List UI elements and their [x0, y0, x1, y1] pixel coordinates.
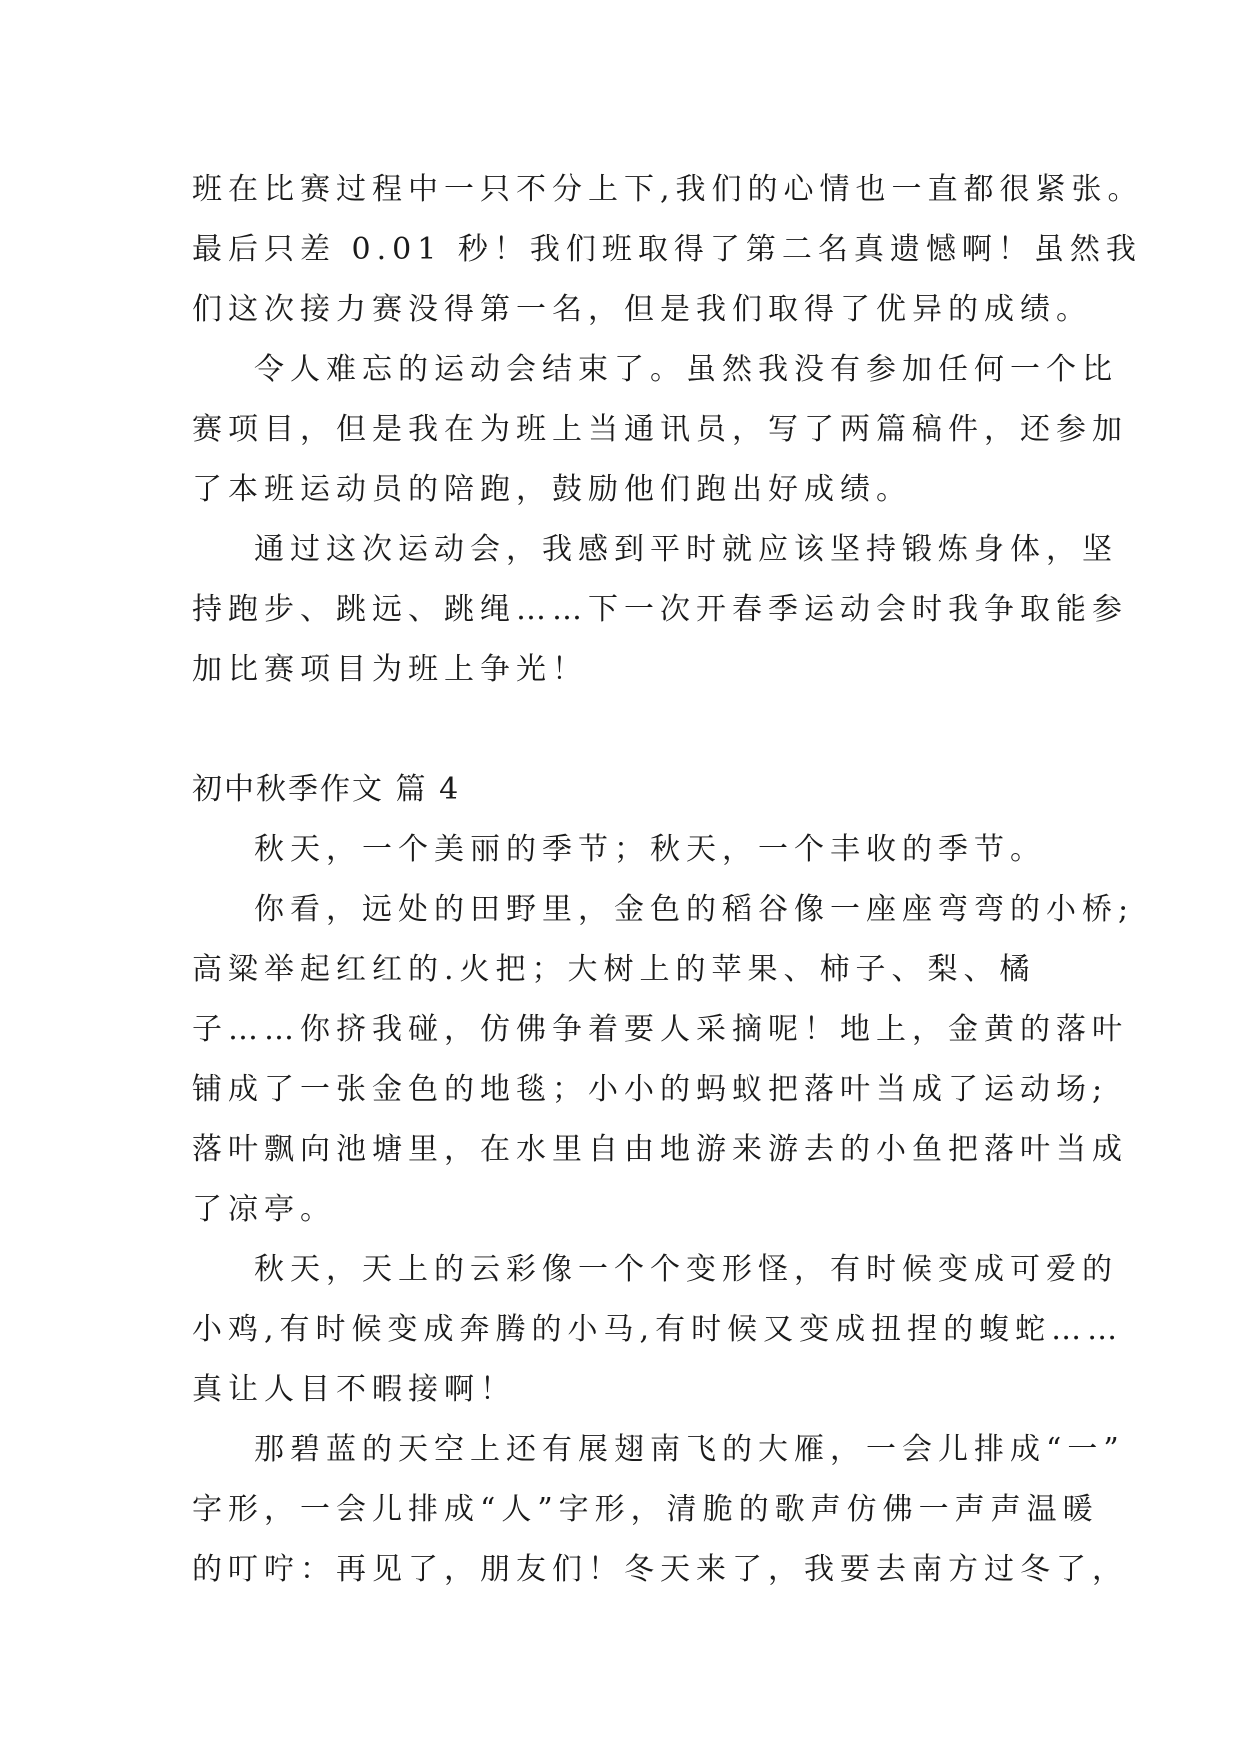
paragraph-line: 的叮咛：再见了，朋友们！冬天来了，我要去南方过冬了，: [192, 1552, 1128, 1587]
paragraph-line: 那碧蓝的天空上还有展翅南飞的大雁，一会儿排成“一”: [254, 1432, 1125, 1467]
paragraph-line: 通过这次运动会，我感到平时就应该坚持锻炼身体，坚: [254, 532, 1118, 567]
paragraph-line: 令人难忘的运动会结束了。虽然我没有参加任何一个比: [254, 352, 1118, 387]
paragraph-line: 最后只差 0.01 秒！我们班取得了第二名真遗憾啊！虽然我: [192, 232, 1142, 267]
paragraph-line: 班在比赛过程中一只不分上下,我们的心情也一直都很紧张。: [192, 172, 1144, 207]
paragraph-line: 落叶飘向池塘里，在水里自由地游来游去的小鱼把落叶当成: [192, 1132, 1128, 1167]
paragraph-line: 字形，一会儿排成“人”字形，清脆的歌声仿佛一声声温暖: [192, 1492, 1099, 1527]
paragraph-line: 秋天，一个美丽的季节；秋天，一个丰收的季节。: [254, 832, 1046, 867]
paragraph-line: 铺成了一张金色的地毯；小小的蚂蚁把落叶当成了运动场;: [192, 1072, 1109, 1107]
document-body: [192, 160, 1144, 1600]
paragraph-line: 持跑步、跳远、跳绳……下一次开春季运动会时我争取能参: [192, 592, 1128, 627]
section-spacer: [192, 700, 1092, 760]
paragraph-line: 秋天，天上的云彩像一个个变形怪，有时候变成可爱的: [254, 1252, 1118, 1287]
paragraph-line: 加比赛项目为班上争光！: [192, 652, 588, 687]
paragraph-line: 赛项目，但是我在为班上当通讯员，写了两篇稿件，还参加: [192, 412, 1128, 447]
paragraph-line: 了凉亭。: [192, 1192, 336, 1227]
paragraph-line: 小鸡,有时候变成奔腾的小马,有时候又变成扭捏的蝮蛇……: [192, 1312, 1124, 1347]
section-heading: 初中秋季作文 篇 4: [192, 772, 461, 807]
paragraph-line: 你看，远处的田野里，金色的稻谷像一座座弯弯的小桥;: [254, 892, 1135, 927]
paragraph-line: 子……你挤我碰，仿佛争着要人采摘呢！地上，金黄的落叶: [192, 1012, 1128, 1047]
paragraph-line: 们这次接力赛没得第一名，但是我们取得了优异的成绩。: [192, 292, 1092, 327]
paragraph-line: 真让人目不暇接啊！: [192, 1372, 516, 1407]
paragraph-line: 高粱举起红红的.火把；大树上的苹果、柿子、梨、橘: [192, 952, 1036, 987]
paragraph-line: 了本班运动员的陪跑，鼓励他们跑出好成绩。: [192, 472, 912, 507]
